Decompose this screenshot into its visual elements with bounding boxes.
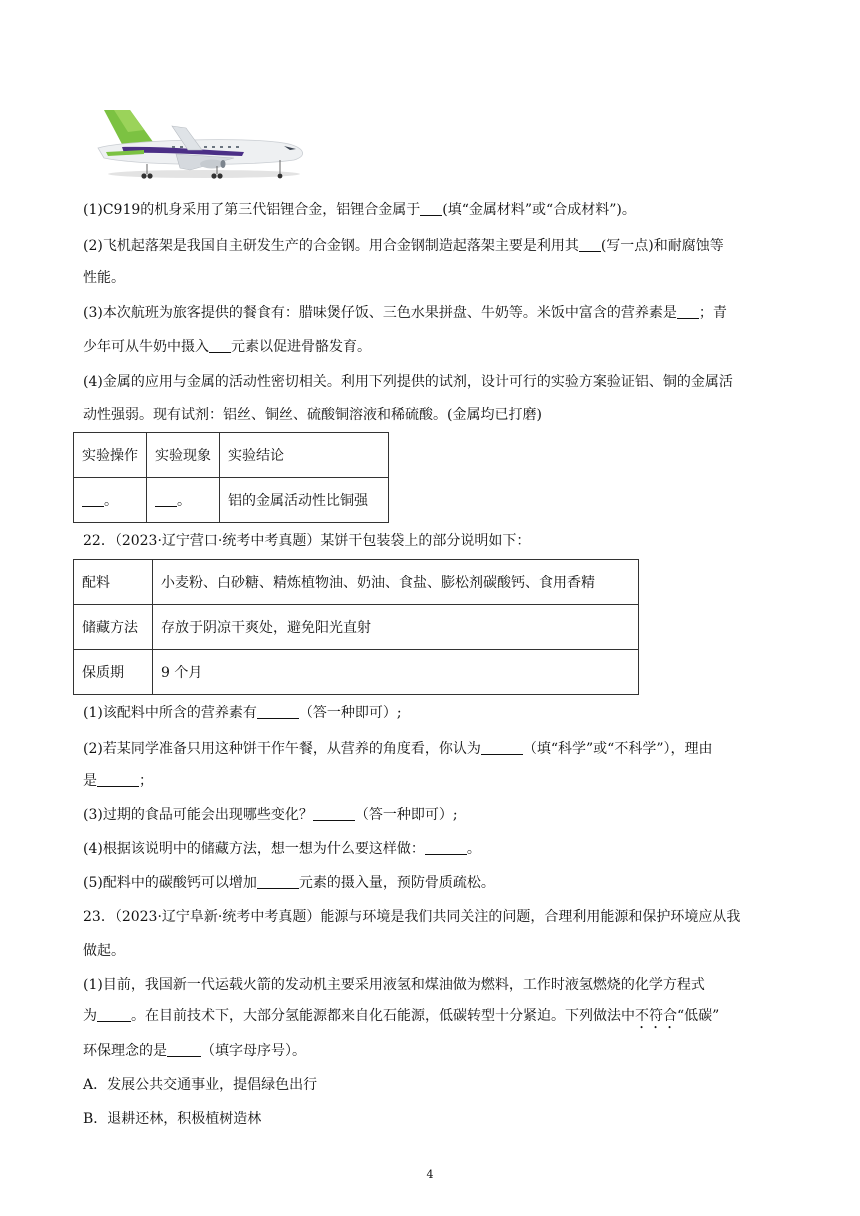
q21-part-3-continuation — [83, 337, 783, 357]
answer-blank[interactable] — [420, 201, 442, 216]
q22-part-2-text-tail: （填“科学”或“不科学”），理由 — [522, 741, 713, 757]
q22-part-1-text-tail: （答一种即可）; — [298, 705, 402, 721]
q22-part-5 — [83, 873, 783, 893]
answer-blank[interactable] — [425, 840, 467, 855]
row-label: 配料 — [74, 560, 153, 605]
option-b: B．退耕还林，积极植树造林 — [83, 1111, 262, 1127]
q22-part-5-text-tail: 元素的摄入量，预防骨质疏松。 — [298, 875, 495, 891]
q23-part-1b-text-mid: 。在目前技术下，大部分氢能源都来自化石能源，低碳转型十分紧迫。下列做法中 — [131, 1008, 635, 1024]
answer-blank[interactable] — [313, 806, 355, 821]
q22-part-2-continuation — [83, 771, 783, 791]
row-label: 储藏方法 — [74, 605, 153, 650]
answer-blank[interactable] — [257, 874, 299, 889]
table-row — [74, 478, 389, 523]
q22-intro: 22．（2023·辽宁营口·统考中考真题）某饼干包装袋上的部分说明如下： — [83, 533, 531, 549]
packaging-table — [73, 559, 639, 695]
row-label: 保质期 — [74, 650, 153, 695]
answer-blank[interactable] — [481, 740, 523, 755]
answer-blank[interactable] — [209, 338, 231, 353]
q23-part-1: (1)目前，我国新一代运载火箭的发动机主要采用液氢和煤油做为燃料，工作时液氢燃烧的化学方程式 — [83, 977, 705, 993]
q21-part-4-continuation: 动性强弱。现有试剂：铝丝、铜丝、硫酸铜溶液和稀硫酸。(金属均已打磨) — [83, 407, 542, 423]
answer-blank[interactable] — [97, 772, 139, 787]
row-value: 存放于阴凉干爽处，避免阳光直射 — [153, 605, 639, 650]
answer-blank[interactable] — [167, 1042, 201, 1057]
experiment-table — [73, 432, 389, 523]
q22-part-2 — [83, 739, 783, 759]
q23-part-1c-text-tail: （填字母序号）。 — [201, 1043, 306, 1059]
conclusion-cell: 铝的金属活动性比铜强 — [220, 478, 389, 523]
q22-part-3 — [83, 805, 783, 825]
q23-part-1-continuation — [83, 1006, 783, 1032]
q21-part-3b-text: 少年可从牛奶中摄入 — [83, 339, 209, 355]
answer-blank[interactable] — [257, 704, 299, 719]
q21-part-3-text: (3)本次航班为旅客提供的餐食有：腊味煲仔饭、三色水果拼盘、牛奶等。米饭中富含的营养素是 — [83, 305, 677, 321]
operation-cell — [74, 478, 147, 523]
q22-part-4 — [83, 839, 783, 859]
answer-blank[interactable] — [97, 1007, 131, 1022]
q21-part-2-text-tail: (写一点)和耐腐蚀等 — [600, 238, 724, 254]
answer-blank[interactable] — [677, 304, 699, 319]
q21-part-4: (4)金属的应用与金属的活动性密切相关。利用下列提供的试剂，设计可行的实验方案验证铝、铜的金属活 — [83, 374, 733, 390]
q21-part-1-text-tail: (填“金属材料”或“合成材料”)。 — [442, 202, 636, 218]
q22-part-4-text: (4)根据该说明中的储藏方法，想一想为什么要这样做： — [83, 841, 425, 857]
row-value: 小麦粉、白砂糖、精炼植物油、奶油、食盐、膨松剂碳酸钙、食用香精 — [153, 560, 639, 605]
cell-suffix: 。 — [104, 493, 118, 509]
q23-intro-continuation: 做起。 — [83, 943, 125, 959]
table-header-row — [74, 433, 389, 478]
cell-suffix: 。 — [177, 493, 191, 509]
q23-part-1b-text: 为 — [83, 1008, 97, 1024]
q22-part-3-text: (3)过期的食品可能会出现哪些变化？ — [83, 807, 313, 823]
q23-part-1-line-3 — [83, 1041, 783, 1061]
row-value: 9 个月 — [153, 650, 639, 695]
airplane-illustration — [84, 106, 310, 182]
q21-part-2-continuation: 性能。 — [83, 270, 125, 286]
table-row — [74, 605, 639, 650]
q21-part-3b-text-tail: 元素以促进骨骼发育。 — [231, 339, 371, 355]
phenomenon-cell — [147, 478, 220, 523]
q23-intro: 23．（2023·辽宁阜新·统考中考真题）能源与环境是我们共同关注的问题，合理利用能源和保护环境应从我 — [83, 909, 741, 925]
header-conclusion: 实验结论 — [220, 433, 389, 478]
q22-part-1 — [83, 703, 783, 723]
header-phenomenon: 实验现象 — [147, 433, 220, 478]
q21-part-3-text-tail: ；青 — [698, 305, 727, 321]
q21-part-2-text: (2)飞机起落架是我国自主研发生产的合金钢。用合金钢制造起落架主要是利用其 — [83, 238, 579, 254]
q21-part-1 — [83, 200, 783, 220]
answer-blank[interactable] — [579, 237, 601, 252]
q23-part-1c-text: 环保理念的是 — [83, 1043, 167, 1059]
q22-part-5-text: (5)配料中的碳酸钙可以增加 — [83, 875, 257, 891]
option-a: A．发展公共交通事业，提倡绿色出行 — [83, 1077, 318, 1093]
q22-part-2b-text: 是 — [83, 773, 97, 789]
page-number: 4 — [426, 1168, 434, 1181]
answer-blank[interactable] — [155, 492, 177, 507]
q21-part-1-text: (1)C919的机身采用了第三代铝锂合金，铝锂合金属于 — [83, 202, 421, 218]
q22-part-2-text: (2)若某同学准备只用这种饼干作午餐，从营养的角度看，你认为 — [83, 741, 481, 757]
table-row — [74, 650, 639, 695]
q22-part-2b-text-tail: ； — [139, 773, 153, 789]
header-operation: 实验操作 — [74, 433, 147, 478]
q22-part-3-text-tail: （答一种即可）; — [354, 807, 458, 823]
q21-part-2 — [83, 236, 783, 256]
q21-part-3 — [83, 303, 783, 323]
emphasized-text: 不符合 — [635, 1008, 677, 1024]
answer-blank[interactable] — [82, 492, 104, 507]
q22-part-4-text-tail: 。 — [466, 841, 481, 857]
q23-part-1b-text-tail: “低碳” — [677, 1008, 720, 1024]
table-row — [74, 560, 639, 605]
q22-part-1-text: (1)该配料中所含的营养素有 — [83, 705, 257, 721]
